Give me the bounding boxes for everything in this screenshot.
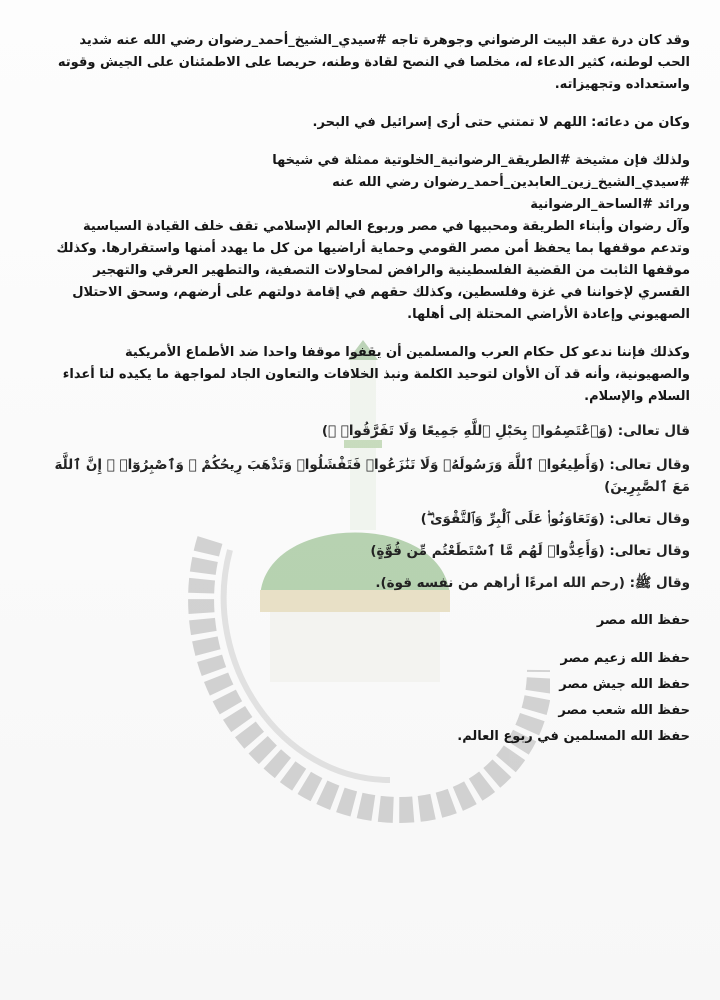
paragraph-lead-line-3: ورائد #الساحة_الرضوانية xyxy=(530,197,690,212)
paragraph-prayer: وكان من دعائه: اللهم لا تمتني حتى أرى إسرائيل في البحر. xyxy=(312,115,690,130)
closing-line: حفظ الله المسلمين في ربوع العالم. xyxy=(457,729,690,744)
closing-line: حفظ الله مصر xyxy=(596,613,690,628)
quote-item: وقال ﷺ: (رحم الله امرءًا أراهم من نفسه قوة). xyxy=(375,575,690,591)
closing-line: حفظ الله زعيم مصر xyxy=(560,651,690,666)
quote-item: وقال تعالى: (وَتَعَاوَنُوا۟ عَلَى ٱلْبِرِّ وَٱلتَّقْوَىٰ ۖ) xyxy=(420,511,690,527)
paragraph-lead-line-2: #سيدي_الشيخ_زين_العابدين_أحمد_رضوان رضي الله عنه xyxy=(332,175,690,190)
closing-line: حفظ الله جيش مصر xyxy=(559,677,690,692)
quote-item: وقال تعالى: (وَأَعِدُّوا۟ لَهُم مَّا ٱسْتَطَعْتُم مِّن قُوَّةٍ) xyxy=(370,543,690,559)
paragraph-call: وكذلك فإننا ندعو كل حكام العرب والمسلمين أن يقفوا موقفا واحدا ضد الأطماع الأمريكية والصهيونية، وأنه قد آن الأوان لتوحيد الكلمة ونبذ الخلافات والتعاون الجاد لمواجهة ما يكيده لنا أعداء السلام والإسلام. xyxy=(62,345,690,404)
paragraph-lead-line-1: ولذلك فإن مشيخة #الطريقة_الرضوانية_الخلوتية ممثلة في شيخها xyxy=(272,153,690,168)
paragraph-intro: وقد كان درة عقد البيت الرضواني وجوهرة تاجه #سيدي_الشيخ_أحمد_رضوان رضي الله عنه شديد الحب لوطنه، كثير الدعاء له، مخلصا في النصح لقادة وطنه، حريصا على الاطمئنان على الجيش وقوته واستعداده وتجهيزاته. xyxy=(57,33,690,92)
quote-item: وقال تعالى: (وَأَطِيعُوا۟ ٱللَّهَ وَرَسُولَهُۥ وَلَا تَنَٰزَعُوا۟ فَتَفْشَلُوا۟ وَتَذْهَبَ رِيحُكُمْ ۖ وَٱصْبِرُوٓا۟ ۚ إِنَّ ٱللَّهَ مَعَ ٱلصَّٰبِرِينَ) xyxy=(54,457,690,495)
closing-line: حفظ الله شعب مصر xyxy=(558,703,690,718)
quote-item: قال تعالى: (وَٱعْتَصِمُوا۟ بِحَبْلِ ٱللَّهِ جَمِيعًا وَلَا تَفَرَّقُوا۟ ۚ) xyxy=(321,423,690,439)
paragraph-stance: وآل رضوان وأبناء الطريقة ومحبيها في مصر وربوع العالم الإسلامي تقف خلف القيادة السياسية وتدعم موقفها بما يحفظ أمن مصر القومي وحماية أراضيها من كل ما يهدد أمنها واستقرارها. وكذلك موقفها الثابت من القضية الفلسطينية والرافض لمحاولات التصفية، والتطهير العرقي والتهجير القسري لإخواننا في غزة وفلسطين، وكذلك حقهم في إقامة دولتهم على أرضهم، وسحق الاحتلال الصهيوني وإعادة الأراضي المحتلة إلى أهلها. xyxy=(56,219,690,322)
statement-body xyxy=(50,30,690,748)
